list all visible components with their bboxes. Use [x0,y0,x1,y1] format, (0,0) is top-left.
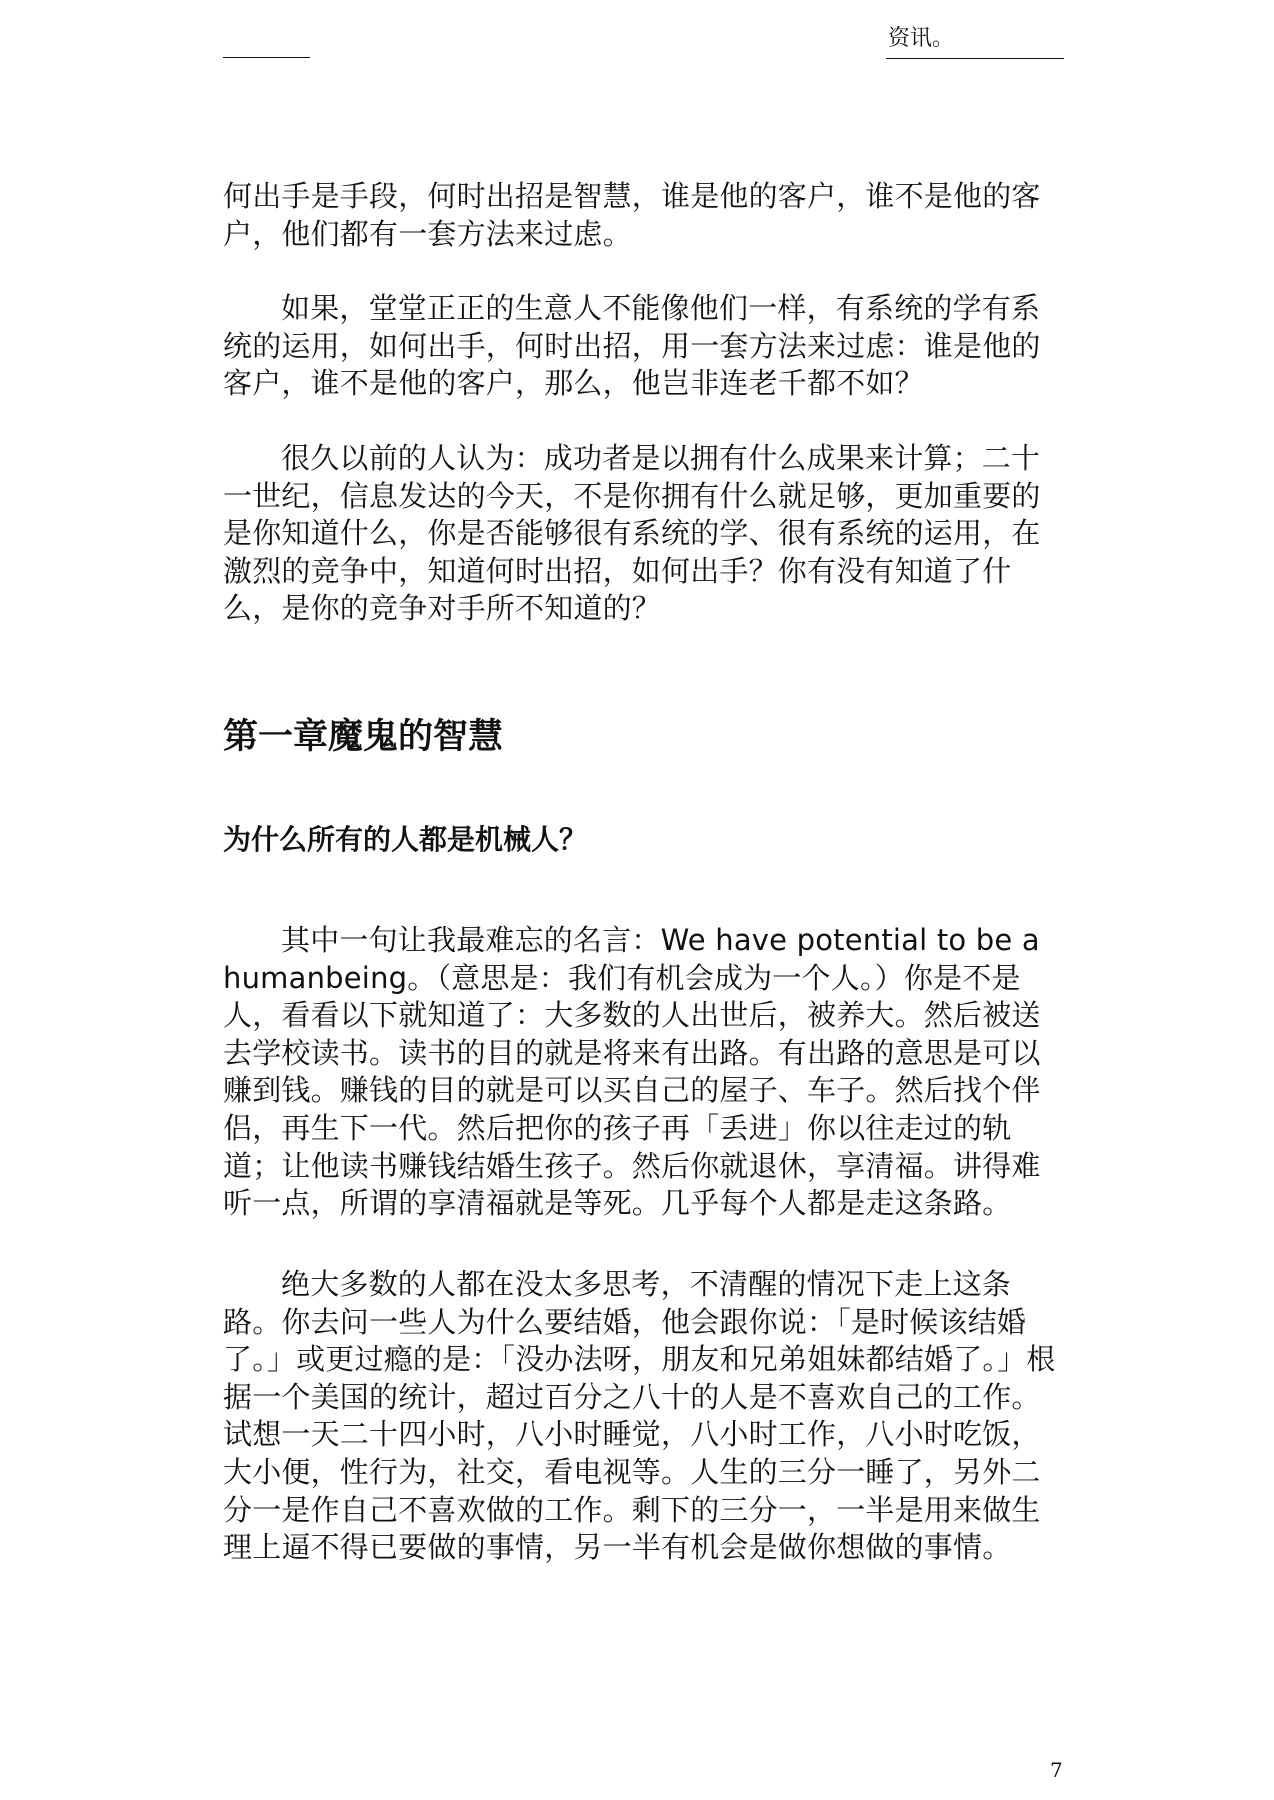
paragraph-1: 何出手是手段，何时出招是智慧，谁是他的客户，谁不是他的客户，他们都有一套方法来过虑。 [223,179,1041,251]
paragraph-3: 很久以前的人认为：成功者是以拥有什么成果来计算；二十一世纪，信息发达的今天，不是你拥有什么就足够，更加重要的是你知道什么，你是否能够很有系统的学、很有系统的运用，在激烈的竞争中，知道何时出招，如何出手？你有没有知道了什么，是你的竞争对手所不知道的？ [223,441,1041,626]
chapter-title: 第一章魔鬼的智慧 [223,716,504,757]
paragraph-5: 绝大多数的人都在没太多思考，不清醒的情况下走上这条路。你去问一些人为什么要结婚，他会跟你说：「是时候该结婚了。」或更过瘾的是：「没办法呀，朋友和兄弟姐妹都结婚了。」根据一个美国的统计，超过百分之八十的人是不喜欢自己的工作。试想一天二十四小时，八小时睡觉，八小时工作，八小时吃饭，大小便，性行为，社交，看电视等。人生的三分一睡了，另外二分一是作自己不喜欢做的工作。剩下的三分一，一半是用来做生理上逼不得已要做的事情，另一半有机会是做你想做的事情。 [223,1267,1056,1565]
page-number: 7 [1050,1758,1063,1782]
section-title: 为什么所有的人都是机械人？ [223,823,588,856]
header-label: 资讯。 [888,26,955,51]
header-rule-right [886,58,1064,59]
paragraph-2: 如果，堂堂正正的生意人不能像他们一样，有系统的学有系统的运用，如何出手，何时出招，用一套方法来过虑：谁是他的客户，谁不是他的客户，那么，他岂非连老千都不如？ [223,291,1041,401]
paragraph-4: 其中一句让我最难忘的名言：We have potential to be a humanbeing。（意思是：我们有机会成为一个人。）你是不是人，看看以下就知道了：大多数的人出世后，被养大。然后被送去学校读书。读书的目的就是将来有出路。有出路的意思是可以赚到钱。赚钱的目的就是可以买自己的屋子、车子。然后找个伴侣，再生下一代。然后把你的孩子再「丢进」你以往走过的轨道；让他读书赚钱结婚生孩子。然后你就退休，享清福。讲得难听一点，所谓的享清福就是等死。几乎每个人都是走这条路。 [223,923,1041,1221]
header-rule-left [223,57,310,58]
